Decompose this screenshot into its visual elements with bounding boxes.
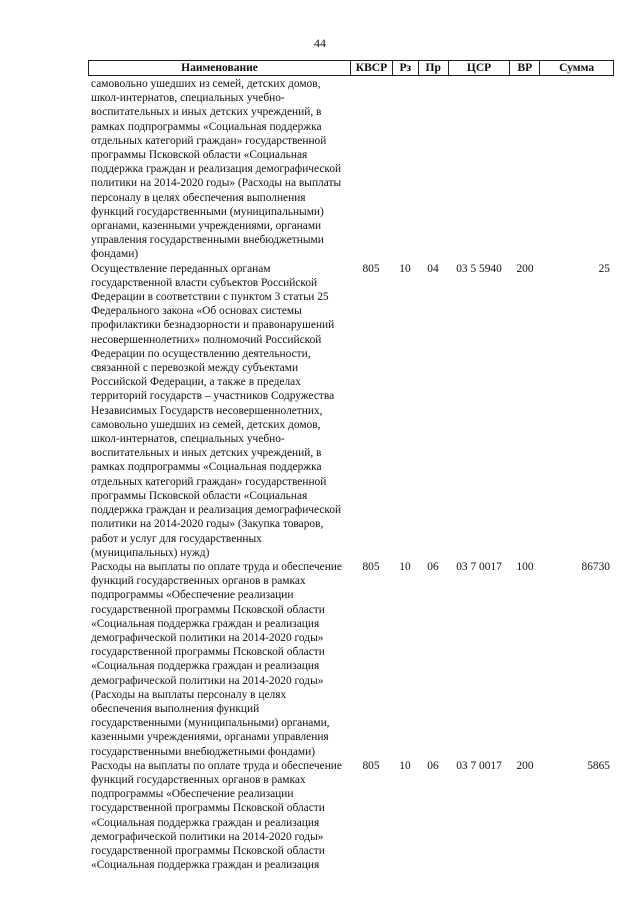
row-rz: 10 — [399, 560, 411, 573]
row-sum: 25 — [598, 262, 610, 275]
header-pr: Пр — [418, 61, 448, 75]
row-rz: 10 — [399, 262, 411, 275]
row-csr: 03 5 5940 — [456, 262, 502, 275]
row-vr: 100 — [516, 560, 534, 573]
row-name: Осуществление переданных органам государственной власти субъектов Российской Федерации в соответствии с пунктом 3 статьи 25 Федерального закона «Об основах системы профилактики безнадзорности и правонарушений несовершеннолетних» полномочий Российской Федерации по осуществлению деятельности, связанной с перевозкой между субъектами Российской Федерации, а также в пределах территорий государств – участников Содружества Независимых Государств несовершеннолетних, самовольно ушедших из семей, детских домов, школ-интернатов, специальных учебно-воспитательных и иных детских учреждений, в рамках подпрограммы «Социальная поддержка отдельных категорий граждан» государственной программы Псковской области «Социальная поддержка граждан и реализация демографической политики на 2014-2020 годы» (Закупка товаров, работ и услуг для государственных (муниципальных) нужд) — [91, 262, 342, 559]
row-kvsr: 805 — [362, 759, 380, 772]
row-csr: 03 7 0017 — [456, 560, 502, 573]
table-row — [88, 560, 614, 759]
header-sum: Сумма — [539, 61, 613, 75]
row-rz: 10 — [399, 759, 411, 772]
row-name: Расходы на выплаты по оплате труда и обеспечение функций государственных органов в рамках подпрограммы «Обеспечение реализации государственной программы Псковской области «Социальная поддержка граждан и реализация демографической политики на 2014-2020 годы» государственной программы Псковской области «Социальная поддержка граждан и реализация демографической политики на 2014-2020 годы» (Расходы на выплаты персоналу в целях обеспечения выполнения функций государственными (муниципальными) органами, казенными учреждениями, органами управления государственными внебюджетными фондами) — [91, 560, 342, 758]
row-vr: 200 — [516, 262, 534, 275]
row-sum: 86730 — [581, 560, 610, 573]
row-sum — [540, 77, 614, 262]
row-vr: 200 — [516, 759, 534, 772]
table-row — [88, 77, 614, 262]
header-kvsr: КВСР — [350, 61, 392, 75]
row-pr: 04 — [427, 262, 439, 275]
table-header — [88, 60, 614, 76]
budget-table — [88, 60, 614, 872]
header-name: Наименование — [181, 62, 258, 74]
table-row — [88, 759, 614, 873]
row-kvsr: 805 — [362, 560, 380, 573]
header-csr: ЦСР — [448, 61, 510, 75]
row-name: Расходы на выплаты по оплате труда и обеспечение функций государственных органов в рамках подпрограммы «Обеспечение реализации государственной программы Псковской области «Социальная поддержка граждан и реализация демографической политики на 2014-2020 годы» государственной программы Псковской области «Социальная поддержка граждан и реализация — [91, 759, 342, 872]
row-kvsr — [350, 77, 392, 262]
row-csr: 03 7 0017 — [456, 759, 502, 772]
row-pr: 06 — [427, 560, 439, 573]
page-number: 44 — [314, 36, 326, 50]
row-kvsr: 805 — [362, 262, 380, 275]
row-vr — [510, 77, 540, 262]
row-csr — [448, 77, 510, 262]
row-pr — [418, 77, 448, 262]
row-sum: 5865 — [587, 759, 610, 772]
header-vr: ВР — [509, 61, 539, 75]
table-row — [88, 262, 614, 560]
header-rz: Рз — [392, 61, 418, 75]
row-name: самовольно ушедших из семей, детских домов, школ-интернатов, специальных учебно-воспитательных и иных детских учреждений, в рамках подпрограммы «Социальная поддержка отдельных категорий граждан» государственной программы Псковской области «Социальная поддержка граждан и реализация демографической политики на 2014-2020 годы» (Расходы на выплаты персоналу в целях обеспечения выполнения функций государственными (муниципальными) органами, казенными учреждениями, органами управления государственными внебюджетными фондами) — [91, 78, 342, 261]
row-rz — [392, 77, 418, 262]
row-pr: 06 — [427, 759, 439, 772]
